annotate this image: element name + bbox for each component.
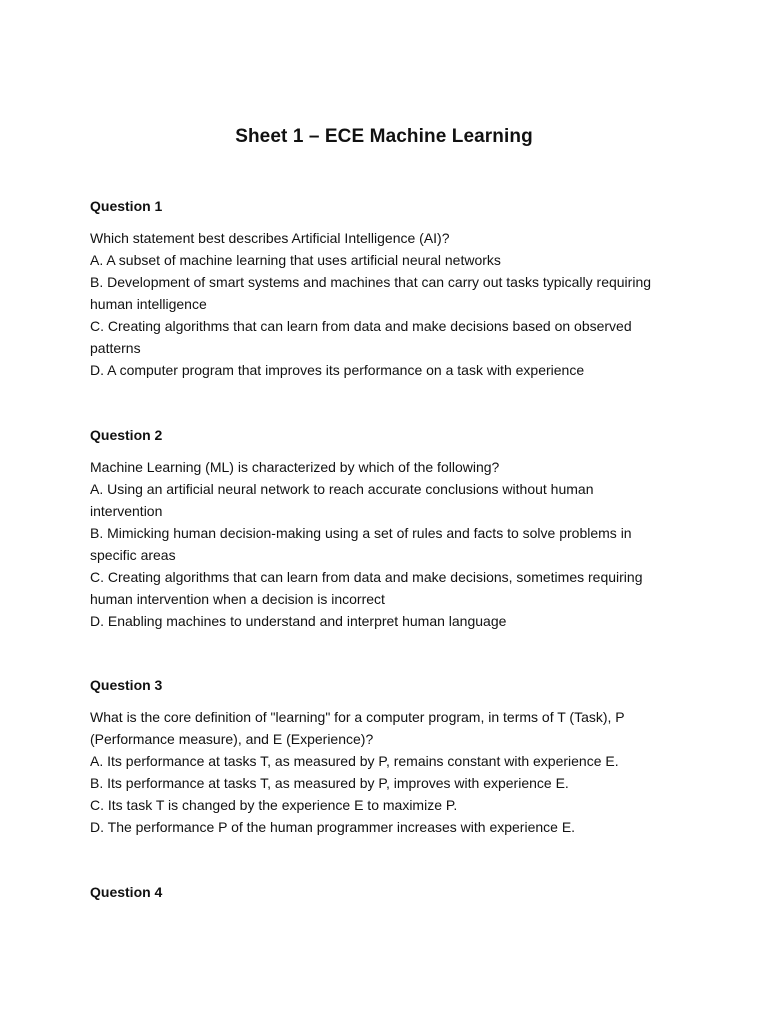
question-3-heading: Question 3	[90, 677, 163, 693]
question-4-heading: Question 4	[90, 884, 163, 900]
page-title: Sheet 1 – ECE Machine Learning	[235, 126, 533, 147]
question-3-prompt: What is the core definition of "learning" for a computer program, in terms of T (Task), P	[90, 709, 625, 725]
question-2-heading: Question 2	[90, 427, 163, 443]
question-2	[90, 424, 690, 632]
question-3	[90, 674, 690, 838]
question-2-option-d: D. Enabling machines to understand and interpret human language	[90, 613, 507, 629]
question-2-option-a: A. Using an artificial neural network to reach accurate conclusions without human	[90, 481, 594, 497]
question-2-option-b-cont: specific areas	[90, 547, 176, 563]
question-3-option-a: A. Its performance at tasks T, as measured by P, remains constant with experience E.	[90, 753, 619, 769]
question-3-prompt-cont: (Performance measure), and E (Experience)?	[90, 731, 374, 747]
question-2-option-b: B. Mimicking human decision-making using a set of rules and facts to solve problems in	[90, 525, 632, 541]
question-2-body	[90, 456, 690, 632]
question-1-option-b-cont: human intelligence	[90, 296, 207, 312]
question-3-body	[90, 706, 690, 838]
question-3-option-b: B. Its performance at tasks T, as measured by P, improves with experience E.	[90, 775, 569, 791]
question-2-option-a-cont: intervention	[90, 503, 163, 519]
question-1-body	[90, 227, 690, 381]
question-1-prompt: Which statement best describes Artificial Intelligence (AI)?	[90, 230, 450, 246]
question-1-option-c: C. Creating algorithms that can learn from data and make decisions based on observed	[90, 318, 632, 334]
question-4	[90, 881, 690, 903]
question-2-option-c-cont: human intervention when a decision is incorrect	[90, 591, 385, 607]
question-1-option-b: B. Development of smart systems and machines that can carry out tasks typically requiring	[90, 274, 652, 290]
question-1-heading: Question 1	[90, 198, 163, 214]
question-1-option-d: D. A computer program that improves its performance on a task with experience	[90, 362, 585, 378]
question-2-option-c: C. Creating algorithms that can learn from data and make decisions, sometimes requiring	[90, 569, 643, 585]
question-1-option-c-cont: patterns	[90, 340, 141, 356]
question-2-prompt: Machine Learning (ML) is characterized by which of the following?	[90, 459, 500, 475]
question-1-option-a: A. A subset of machine learning that uses artificial neural networks	[90, 252, 501, 268]
question-3-option-d: D. The performance P of the human programmer increases with experience E.	[90, 819, 576, 835]
question-3-option-c: C. Its task T is changed by the experience E to maximize P.	[90, 797, 458, 813]
question-1	[90, 195, 690, 381]
